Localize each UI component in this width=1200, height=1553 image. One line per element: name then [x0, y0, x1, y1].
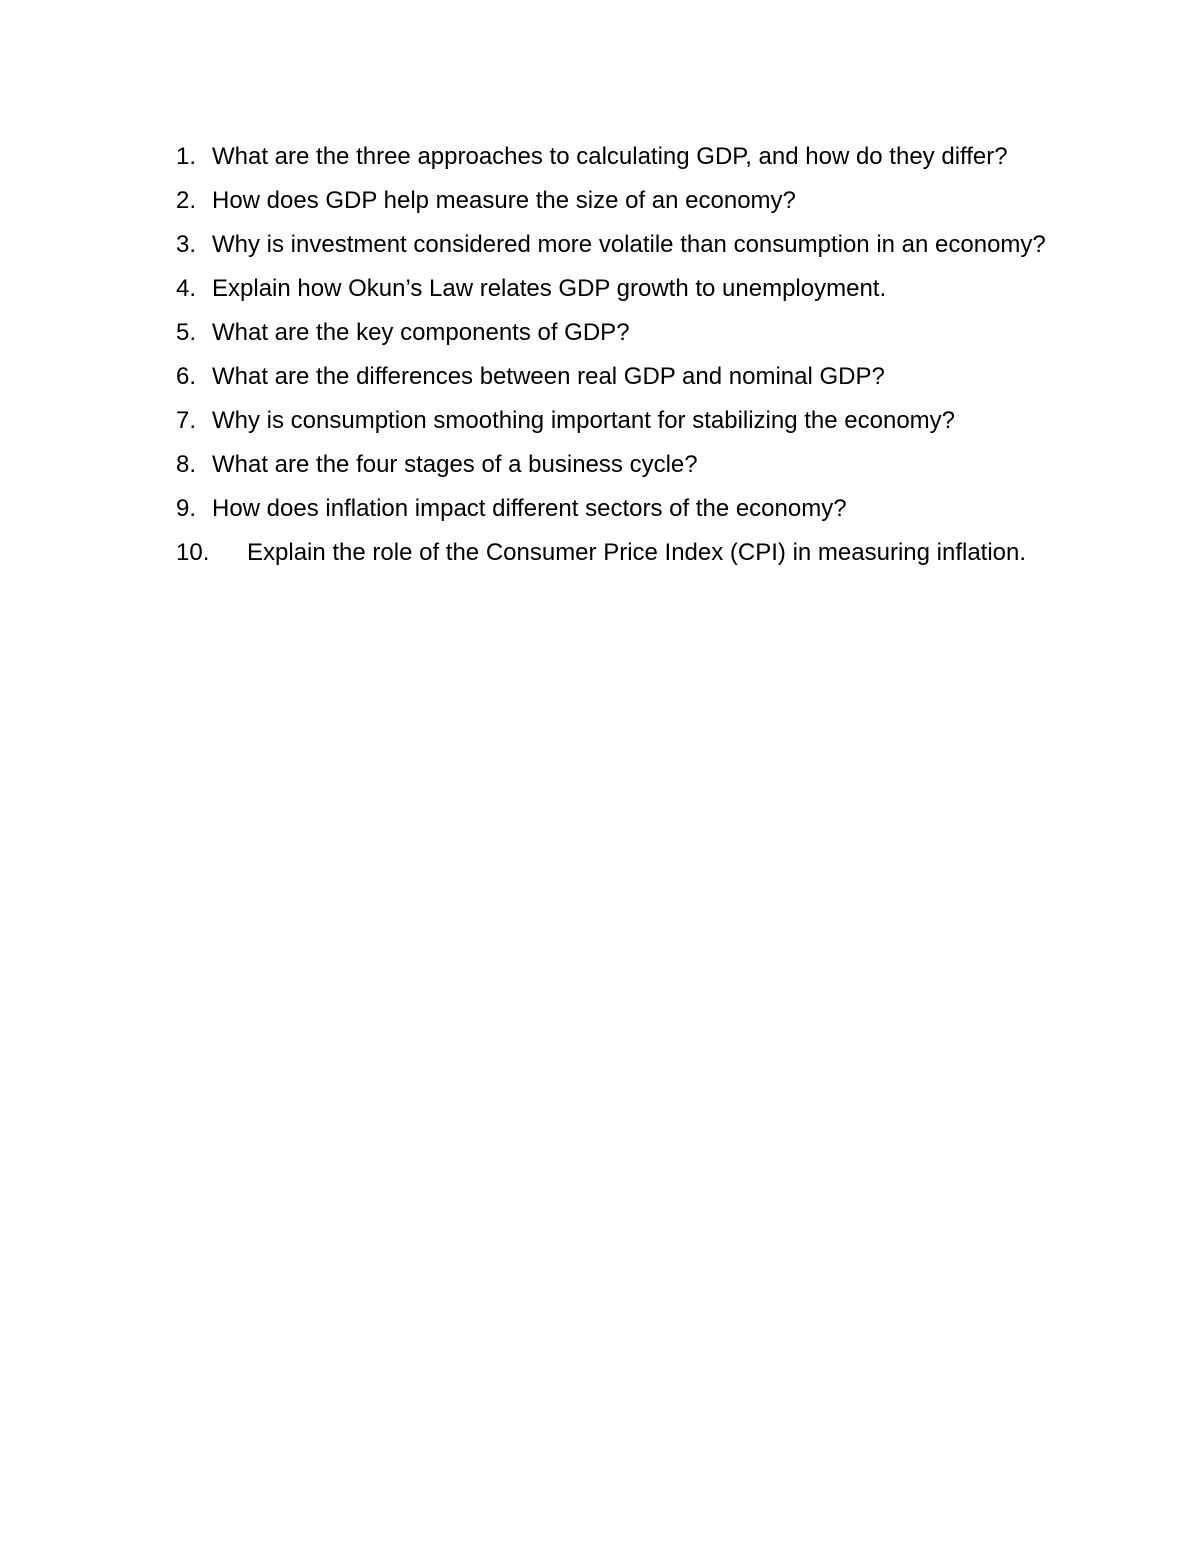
item-number: 7. — [176, 407, 197, 434]
list-item — [176, 355, 1058, 399]
item-text: How does inflation impact different sectors of the economy? — [212, 495, 847, 522]
list-item — [176, 443, 1058, 487]
item-number: 10. — [176, 539, 210, 566]
list-item — [176, 135, 1058, 179]
list-item — [176, 223, 1058, 267]
item-text: Why is investment considered more volatile than consumption in an economy? — [212, 231, 1046, 258]
item-text: What are the four stages of a business cycle? — [212, 451, 698, 478]
item-number: 5. — [176, 319, 197, 346]
item-text: Why is consumption smoothing important for stabilizing the economy? — [212, 407, 956, 434]
question-list — [176, 135, 1058, 575]
item-text: Explain how Okun’s Law relates GDP growth to unemployment. — [212, 275, 887, 302]
item-number: 4. — [176, 275, 197, 302]
item-number: 9. — [176, 495, 197, 522]
item-text: How does GDP help measure the size of an economy? — [212, 187, 796, 214]
item-number: 6. — [176, 363, 197, 390]
item-number: 1. — [176, 143, 197, 170]
item-text: What are the key components of GDP? — [212, 319, 630, 346]
list-item — [176, 267, 1058, 311]
item-text: What are the differences between real GDP and nominal GDP? — [212, 363, 885, 390]
list-item — [176, 487, 1058, 531]
list-item — [176, 311, 1058, 355]
list-item — [176, 179, 1058, 223]
item-number: 8. — [176, 451, 197, 478]
list-item — [176, 531, 1058, 575]
item-text: Explain the role of the Consumer Price Index (CPI) in measuring inflation. — [247, 539, 1027, 566]
list-item — [176, 399, 1058, 443]
item-number: 3. — [176, 231, 197, 258]
item-text: What are the three approaches to calculating GDP, and how do they differ? — [212, 143, 1008, 170]
item-number: 2. — [176, 187, 197, 214]
